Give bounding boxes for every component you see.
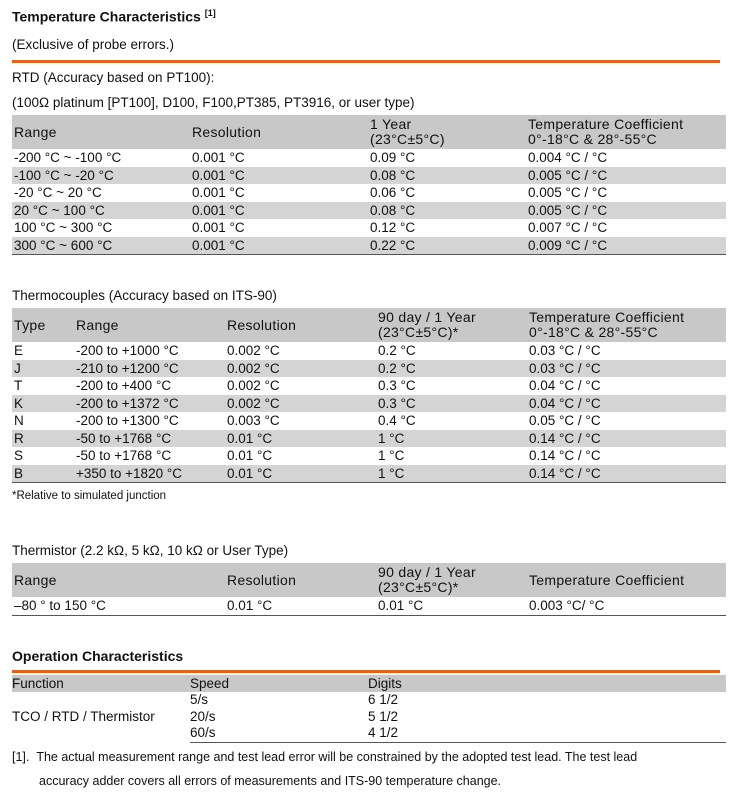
thermocouple-header-row (12, 308, 726, 342)
cell: S (14, 448, 24, 463)
cell: 20/s (190, 708, 216, 724)
cell: 0.2 °C (376, 360, 527, 378)
table-row (12, 597, 726, 615)
cell: R (12, 430, 74, 448)
cell: T (14, 378, 23, 393)
cell: 6 1/2 (368, 692, 399, 707)
cell: 0.002 °C (227, 378, 280, 393)
probe-errors-note: (Exclusive of probe errors.) (12, 37, 175, 52)
col-accuracy: 1 Year (23°C±5°C) (368, 115, 526, 149)
cell: 0.004 °C / °C (528, 150, 608, 165)
cell: 20 °C ~ 100 °C (12, 202, 190, 220)
cell: 0.003 °C (227, 413, 280, 428)
col-range: Range (12, 115, 190, 149)
cell: 4 1/2 (368, 725, 726, 742)
footnote (12, 745, 728, 793)
cell: 0.05 °C / °C (529, 413, 601, 428)
cell: 0.01 °C (225, 597, 376, 615)
relative-junction-note: *Relative to simulated junction (12, 490, 167, 502)
col-speed: Speed (190, 675, 368, 692)
footnote-line-2: accuracy adder covers all errors of measurements and ITS-90 temperature change. (39, 774, 502, 788)
table-row (12, 430, 726, 448)
cell: 0.3 °C (378, 378, 416, 393)
cell: 0.4 °C (378, 413, 416, 428)
cell: 0.009 °C / °C (526, 237, 726, 255)
col-temp-coefficient: Temperature Coefficient 0°-18°C & 28°-55°C (526, 115, 726, 149)
title-footnote-ref: [1] (204, 8, 216, 18)
cell: -200 to +1000 °C (76, 343, 179, 358)
cell: 0.08 °C (368, 167, 526, 185)
cell: 1 °C (378, 448, 405, 463)
cell: 0.04 °C / °C (527, 395, 726, 413)
cell: -200 to +1372 °C (74, 395, 225, 413)
cell: 0.04 °C / °C (529, 378, 601, 393)
col-digits: Digits (368, 675, 726, 692)
cell: 0.03 °C / °C (529, 343, 601, 358)
col-temp-coefficient: Temperature Coefficient (527, 563, 726, 597)
section-divider (12, 60, 720, 63)
table-row (12, 237, 726, 255)
col-accuracy: 90 day / 1 Year (23°C±5°C)* (376, 563, 527, 597)
cell: -200 °C ~ -100 °C (14, 150, 122, 165)
col-temp-coefficient: Temperature Coefficient 0°-18°C & 28°-55°C (527, 308, 726, 342)
table-row (12, 342, 726, 360)
cell: 0.003 °C/ °C (527, 597, 726, 615)
col-range: Range (74, 308, 225, 342)
cell: -50 to +1768 °C (76, 448, 172, 463)
cell: 0.002 °C (225, 360, 376, 378)
cell: 1 °C (376, 430, 527, 448)
cell: 0.14 °C / °C (527, 430, 726, 448)
table-row (12, 377, 726, 395)
cell: 0.01 °C (225, 465, 376, 483)
cell: E (14, 343, 24, 358)
table-row (12, 412, 726, 430)
rtd-subheading: (100Ω platinum [PT100], D100, F100,PT385, PT3916, or user type) (12, 95, 415, 110)
title-text: Temperature Characteristics (12, 8, 201, 25)
cell: 0.002 °C (225, 395, 376, 413)
cell: 0.001 °C (192, 185, 245, 200)
cell: 0.001 °C (190, 237, 368, 255)
footnote-line-1 (12, 745, 728, 769)
table-row (12, 360, 726, 378)
cell: -100 °C ~ -20 °C (12, 167, 190, 185)
cell: 0.001 °C (190, 202, 368, 220)
cell: 5/s (190, 692, 209, 707)
col-resolution: Resolution (190, 115, 368, 149)
table-row (12, 395, 726, 413)
section-divider (12, 670, 720, 673)
table-row (12, 202, 726, 220)
thermistor-table (12, 563, 726, 616)
cell: 0.14 °C / °C (527, 465, 726, 483)
cell: 0.06 °C (370, 185, 416, 200)
cell: -210 to +1200 °C (74, 360, 225, 378)
cell: N (14, 413, 24, 428)
cell: 0.09 °C (370, 150, 416, 165)
table-row (12, 447, 726, 465)
cell: 0.01 °C (227, 448, 273, 463)
cell: 0.14 °C / °C (529, 448, 601, 463)
footnote-marker: [1]. (12, 750, 30, 764)
cell: 0.007 °C / °C (528, 220, 608, 235)
cell: 5 1/2 (368, 708, 399, 724)
thermocouple-table (12, 308, 726, 483)
cell: K (12, 395, 74, 413)
col-type: Type (12, 308, 74, 342)
cell: 0.03 °C / °C (527, 360, 726, 378)
footnote-text: The actual measurement range and test lead error will be constrained by the adopted test lead. The test lead (36, 750, 638, 764)
operation-header-row (12, 675, 726, 692)
thermistor-heading: Thermistor (2.2 kΩ, 5 kΩ, 10 kΩ or User Type) (12, 543, 289, 558)
thermistor-header-row (12, 563, 726, 597)
col-resolution: Resolution (225, 563, 376, 597)
temperature-characteristics-title (12, 8, 216, 25)
rtd-header-row (12, 115, 726, 149)
cell: -50 to +1768 °C (74, 430, 225, 448)
cell: 0.002 °C (227, 343, 280, 358)
function-cell: TCO / RTD / Thermistor (12, 708, 155, 724)
col-range: Range (12, 563, 225, 597)
table-row (12, 692, 726, 709)
cell: 0.005 °C / °C (526, 202, 726, 220)
cell: 0.005 °C / °C (526, 167, 726, 185)
cell: +350 to +1820 °C (74, 465, 225, 483)
cell: 0.001 °C (192, 150, 245, 165)
cell: 0.3 °C (376, 395, 527, 413)
cell: 60/s (190, 725, 368, 742)
cell: -200 to +1300 °C (76, 413, 179, 428)
cell: 0.001 °C (190, 167, 368, 185)
cell: 0.01 °C (376, 597, 527, 615)
cell: -200 to +400 °C (76, 378, 172, 393)
col-resolution: Resolution (225, 308, 376, 342)
table-row (12, 184, 726, 202)
rtd-table (12, 115, 726, 255)
table-row (12, 167, 726, 185)
operation-characteristics-title: Operation Characteristics (12, 648, 184, 664)
cell: B (12, 465, 74, 483)
cell: 0.2 °C (378, 343, 416, 358)
table-row (12, 149, 726, 167)
cell: –80 ° to 150 °C (12, 597, 225, 615)
cell: 0.01 °C (225, 430, 376, 448)
cell: -20 °C ~ 20 °C (14, 185, 102, 200)
col-accuracy: 90 day / 1 Year (23°C±5°C)* (376, 308, 527, 342)
cell: 0.08 °C (368, 202, 526, 220)
cell: 100 °C ~ 300 °C (14, 220, 113, 235)
col-function: Function (12, 675, 190, 692)
cell: 0.001 °C (192, 220, 245, 235)
table-row (12, 219, 726, 237)
thermocouple-heading: Thermocouples (Accuracy based on ITS-90) (12, 288, 277, 303)
table-row (12, 465, 726, 483)
rtd-heading: RTD (Accuracy based on PT100): (12, 70, 215, 85)
cell: 0.12 °C (370, 220, 416, 235)
cell: 1 °C (376, 465, 527, 483)
cell: 0.005 °C / °C (528, 185, 608, 200)
cell: 300 °C ~ 600 °C (12, 237, 190, 255)
cell: 0.22 °C (368, 237, 526, 255)
cell: J (12, 360, 74, 378)
operation-table (12, 675, 726, 743)
